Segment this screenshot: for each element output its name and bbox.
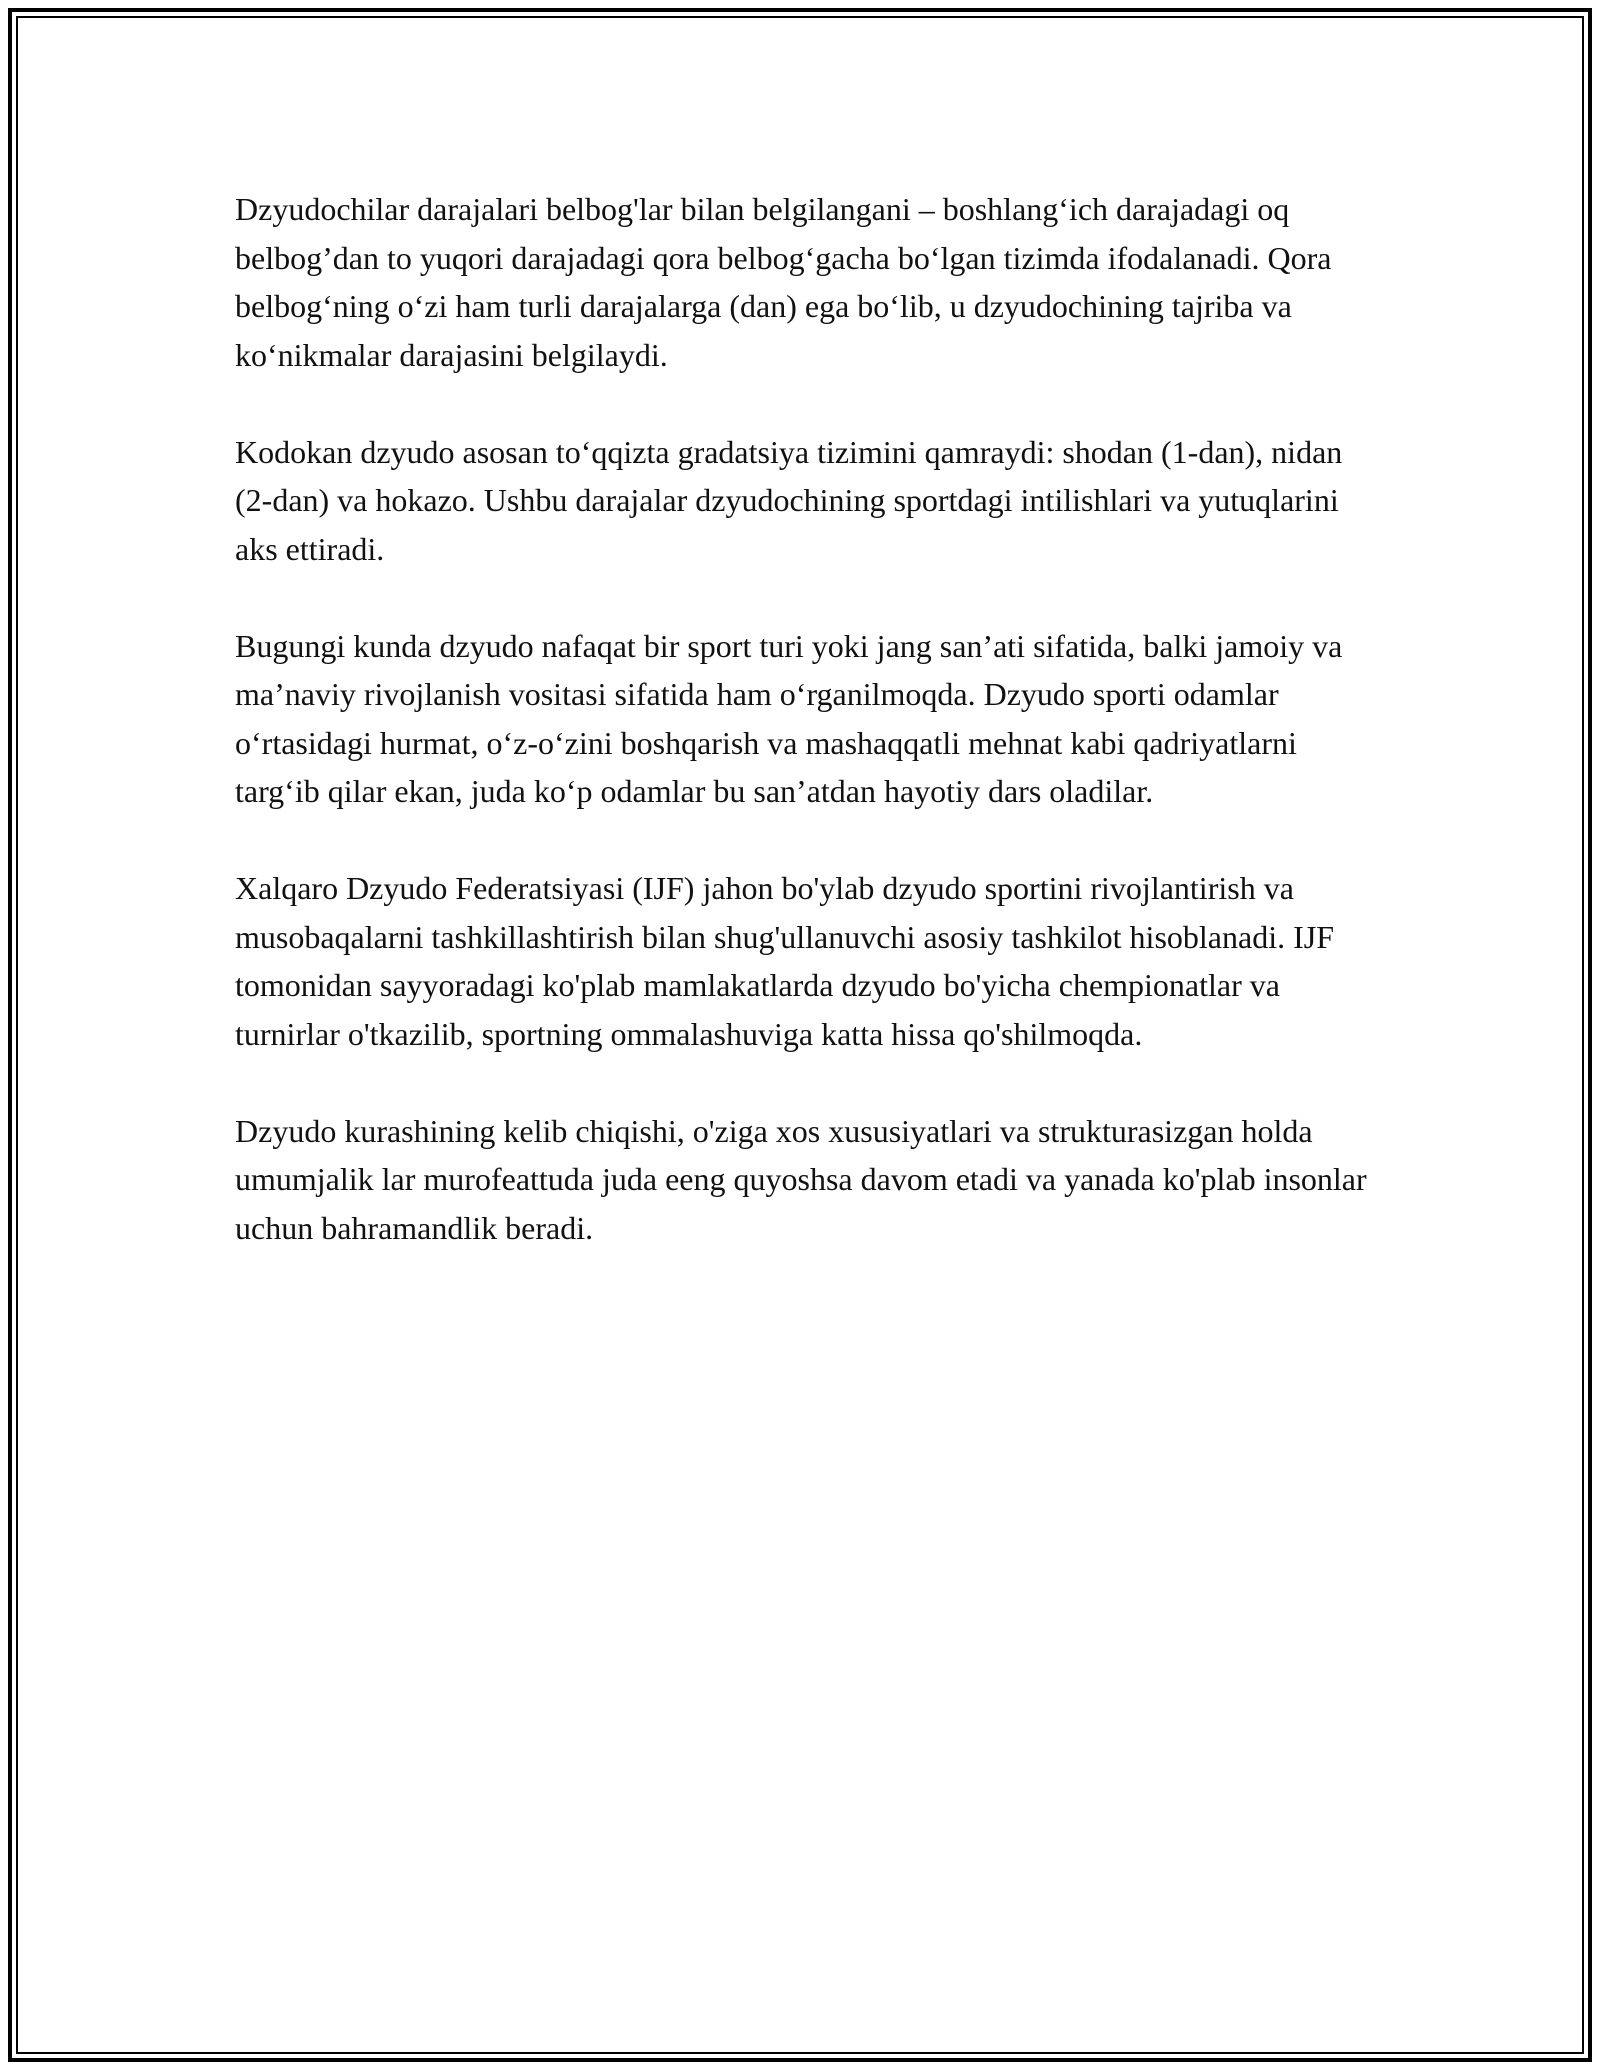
paragraph-conclusion: Dzyudo kurashining kelib chiqishi, o'ziga xos xususiyatlari va strukturasizgan holda umumjalik lar murofeattuda juda eeng quyoshsa davom etadi va yanada ko'plab insonlar uchun bahramandlik beradi.	[235, 1112, 1367, 1246]
document-body	[235, 185, 1375, 1301]
paragraph-judo-today: Bugungi kunda dzyudo nafaqat bir sport turi yoki jang san’ati sifatida, balki jamoiy va ma’naviy rivojlanish vositasi sifatida ham o‘rganilmoqda. Dzyudo sporti odamlar o‘rtasidagi hurmat, o‘z-o‘zini boshqarish va mashaqqatli mehnat kabi qadriyatlarni targ‘ib qilar ekan, juda ko‘p odamlar bu san’atdan hayotiy dars oladilar.	[235, 627, 1343, 809]
paragraph-belt-ranks: Dzyudochilar darajalari belbog'lar bilan belgilangani – boshlang‘ich darajadagi oq belbog’dan to yuqori darajadagi qora belbog‘gacha bo‘lgan tizimda ifodalanadi. Qora belbog‘ning o‘zi ham turli darajalarga (dan) ega bo‘lib, u dzyudochining tajriba va ko‘nikmalar darajasini belgilaydi.	[235, 191, 1332, 373]
paragraph-kodokan-grades: Kodokan dzyudo asosan to‘qqizta gradatsiya tizimini qamraydi: shodan (1-dan), nidan (2-dan) va hokazo. Ushbu darajalar dzyudochining sportdagi intilishlari va yutuqlarini aks ettiradi.	[235, 433, 1343, 567]
paragraph-ijf: Xalqaro Dzyudo Federatsiyasi (IJF) jahon bo'ylab dzyudo sportini rivojlantirish va musobaqalarni tashkillashtirish bilan shug'ullanuvchi asosiy tashkilot hisoblanadi. IJF tomonidan sayyoradagi ko'plab mamlakatlarda dzyudo bo'yicha chempionatlar va turnirlar o'tkazilib, sportning ommalashuviga katta hissa qo'shilmoqda.	[235, 870, 1334, 1052]
